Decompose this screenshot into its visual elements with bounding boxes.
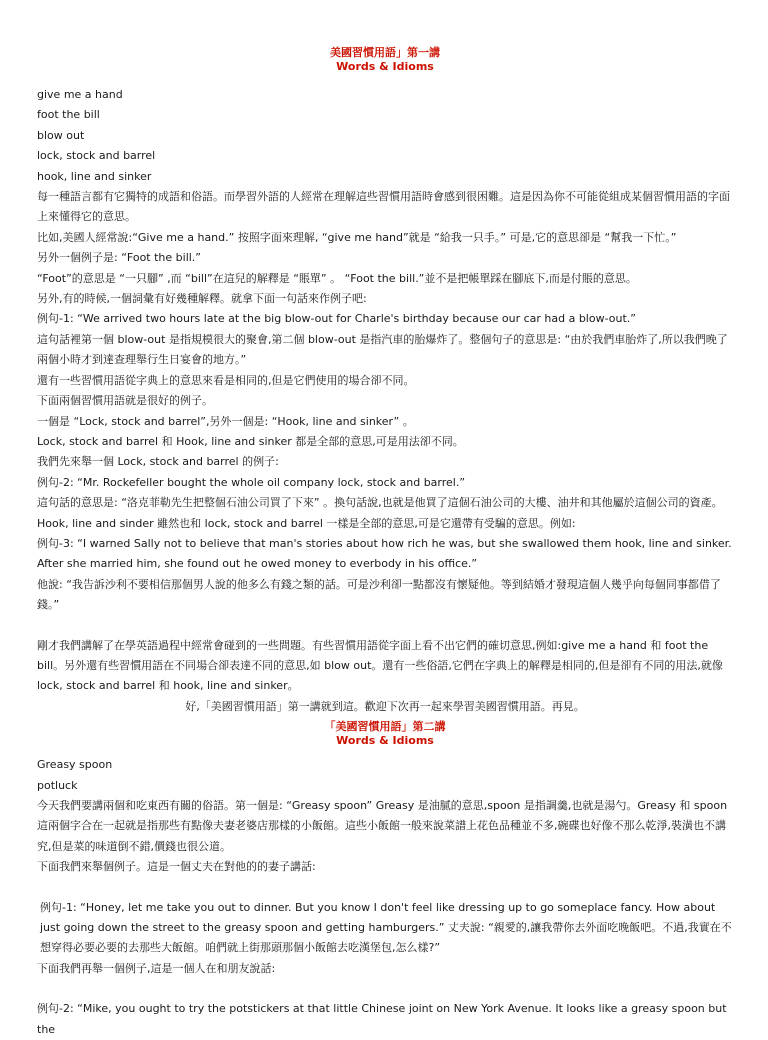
example-sentence: 例句-1: “We arrived two hours late at the big blow-out for Charle's birthday because our car had a blow-out.”	[37, 312, 636, 326]
idiom-item: give me a hand	[37, 88, 123, 101]
paragraph: 每一種語言都有它獨特的成語和俗語。而學習外語的人經常在理解這些習慣用語時會感到很困難。這是因為你不可能從組成某個習慣用語的字面上來懂得它的意思。	[37, 190, 730, 224]
lesson1-subtitle: Words & Idioms	[336, 60, 434, 73]
example-sentence: 例句-3: “I warned Sally not to believe that man's stories about how rich he was, but she swallowed them hook, line and sinker. After she married him, she found out he owed money to everbody in his office.”	[37, 536, 732, 571]
lesson1-title: 美國習慣用語」第一講	[330, 46, 440, 59]
paragraph: “Foot”的意思是 “一只腳” ,而 “bill”在這兒的解釋是 “賬單” 。 “Foot the bill.”並不是把帳單踩在腳底下,而是付賬的意思。	[37, 271, 637, 285]
idiom-item: blow out	[37, 128, 85, 142]
idiom-item: Greasy spoon	[37, 758, 113, 772]
idiom-item: potluck	[37, 778, 78, 792]
example-sentence: 例句-2: “Mike, you ought to try the potstickers at that little Chinese joint on New York Avenue. It looks like a greasy spoon but the	[37, 1002, 727, 1036]
summary-paragraph: 剛才我們講解了在學英語過程中經常會碰到的一些問題。有些習慣用語從字面上看不出它們的確切意思,例如:give me a hand 和 foot the bill。另外還有些習慣用語在不同場合卻表達不同的意思,如 blow out。還有一些俗語,它們在字典上的解釋是相同的,但是卻有不同的用法,就像 lock, stock and barrel 和 hook, line and sinker。	[37, 638, 723, 693]
spacer	[37, 616, 733, 636]
paragraph: 這句話裡第一個 blow-out 是指規模很大的聚會,第二個 blow-out 是指汽車的胎爆炸了。整個句子的意思是: “由於我們車胎炸了,所以我們晚了兩個小時才到達查理舉行生日宴會的地方。”	[37, 332, 728, 367]
paragraph: 他說: “我告訴沙利不要相信那個男人說的他多么有錢之類的話。可是沙利卻一點都沒有懷疑他。等到結婚才發現這個人幾乎向每個同事都借了錢。”	[37, 577, 721, 612]
paragraph: 我們先來舉一個 Lock, stock and barrel 的例子:	[37, 455, 279, 469]
idiom-item: lock, stock and barrel	[37, 149, 156, 163]
paragraph: 下面我們再舉一個例子,這是一個人在和朋友說話:	[37, 961, 276, 975]
example-sentence: 例句-2: “Mr. Rockefeller bought the whole oil company lock, stock and barrel.”	[37, 475, 466, 489]
paragraph: 比如,美國人經常說:“Give me a hand.” 按照字面來理解, “give me hand”就是 “給我一只手。” 可是,它的意思卻是 “幫我一下忙。”	[37, 230, 677, 244]
paragraph: Hook, line and sinder 雖然也和 lock, stock and barrel 一樣是全部的意思,可是它還帶有受騙的意思。例如:	[37, 516, 576, 530]
paragraph: 下面我們來舉個例子。這是一個丈夫在對他的的妻子講話:	[37, 860, 316, 874]
paragraph: 還有一些習慣用語從字典上的意思來看是相同的,但是它們使用的場合卻不同。	[37, 373, 415, 387]
paragraph: 一個是 “Lock, stock and barrel”,另外一個是: “Hook, line and sinker” 。	[37, 414, 414, 428]
closing-line: 好,「美國習慣用語」第一講就到這。歡迎下次再一起來學習美國習慣用語。再見。	[185, 699, 585, 713]
paragraph: 今天我們要講兩個和吃東西有關的俗語。第一個是: “Greasy spoon” Greasy 是油膩的意思,spoon 是指調羹,也就是湯勺。Greasy 和 spoon 這兩個字合在一起就是指那些有點像夫妻老婆店那樣的小飯館。這些小飯館一般來說菜譜上花色品種並不多,碗碟也好像不那么乾淨,裝潢也不講究,但是菜的味道倒不錯,價錢也很公道。	[37, 799, 728, 853]
paragraph: 這句話的意思是: “洛克菲勒先生把整個石油公司買了下來” 。換句話說,也就是他買了這個石油公司的大樓、油井和其他屬於這個公司的資產。	[37, 496, 723, 510]
idiom-item: hook, line and sinker	[37, 169, 152, 183]
document-body	[37, 46, 733, 1040]
idiom-item: foot the bill	[37, 108, 100, 122]
paragraph: 下面兩個習慣用語就是很好的例子。	[37, 394, 213, 408]
paragraph: 另外一個例子是: “Foot the bill.”	[37, 251, 202, 265]
lesson2-title: 「美國習慣用語」第二講	[324, 720, 446, 734]
lesson2-subtitle: Words & Idioms	[336, 734, 434, 748]
spacer	[37, 979, 733, 999]
example-sentence: 例句-1: “Honey, let me take you out to dinner. But you know I don't feel like dressing up to go someplace fancy. How about just going down the street to the greasy spoon and getting hamburgers.” 丈夫說: “親愛的,讓我帶你去外面吃晚飯吧。不過,我實在不想穿得必要必要的去那些大飯館。咱們就上街那頭那個小飯館去吃漢堡包,怎么樣?”	[40, 900, 732, 955]
paragraph: 另外,有的時候,一個詞彙有好幾種解釋。就拿下面一句話來作例子吧:	[37, 292, 367, 306]
paragraph: Lock, stock and barrel 和 Hook, line and sinker 都是全部的意思,可是用法卻不同。	[37, 434, 464, 448]
spacer	[37, 878, 733, 898]
